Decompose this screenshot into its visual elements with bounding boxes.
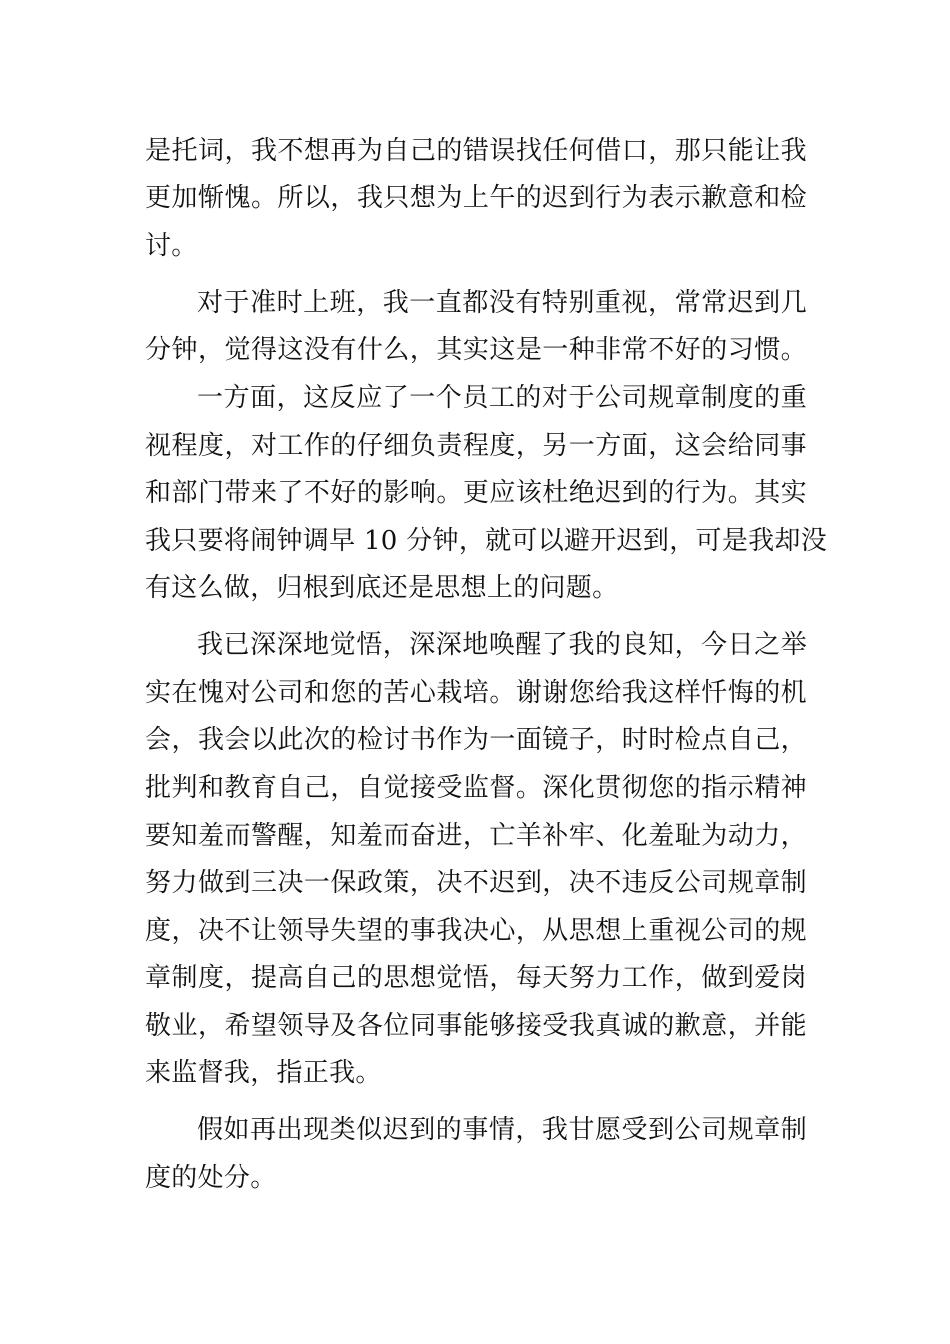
text-line: 讨。 xyxy=(145,231,198,261)
text-line: 假如再出现类似迟到的事情，我甘愿受到公司规章制 xyxy=(197,1115,807,1145)
text-line: 一方面，这反应了一个员工的对于公司规章制度的重 xyxy=(197,383,807,413)
text-line: 会，我会以此次的检讨书作为一面镜子，时时检点自己， xyxy=(145,725,807,755)
text-line: 来监督我，指正我。 xyxy=(145,1058,382,1088)
text-line: 批判和教育自己，自觉接受监督。深化贯彻您的指示精神 xyxy=(145,773,807,803)
text-line: 敬业，希望领导及各位同事能够接受我真诚的歉意，并能 xyxy=(145,1011,807,1041)
text-line: 努力做到三决一保政策，决不迟到，决不违反公司规章制 xyxy=(145,868,807,898)
text-line: 我已深深地觉悟，深深地唤醒了我的良知，今日之举 xyxy=(197,630,807,660)
text-line: 章制度，提高自己的思想觉悟，每天努力工作，做到爱岗 xyxy=(145,963,807,993)
text-line: 对于准时上班，我一直都没有特别重视，常常迟到几 xyxy=(197,288,807,318)
text-line: 度的处分。 xyxy=(145,1163,277,1193)
text-line: 我只要将闹钟调早 10 分钟，就可以避开迟到，可是我却没 xyxy=(145,526,828,556)
text-line: 视程度，对工作的仔细负责程度，另一方面，这会给同事 xyxy=(145,431,807,461)
text-line: 和部门带来了不好的影响。更应该杜绝迟到的行为。其实 xyxy=(145,478,807,508)
text-line: 要知羞而警醒，知羞而奋进，亡羊补牢、化羞耻为动力， xyxy=(145,821,807,851)
text-line: 实在愧对公司和您的苦心栽培。谢谢您给我这样忏悔的机 xyxy=(145,678,807,708)
text-line: 是托词，我不想再为自己的错误找任何借口，那只能让我 xyxy=(145,136,807,166)
text-line: 度，决不让领导失望的事我决心，从思想上重视公司的规 xyxy=(145,916,807,946)
text-line: 有这么做，归根到底还是思想上的问题。 xyxy=(145,573,619,603)
text-line: 分钟，觉得这没有什么，其实这是一种非常不好的习惯。 xyxy=(145,335,807,365)
text-line: 更加惭愧。所以，我只想为上午的迟到行为表示歉意和检 xyxy=(145,183,807,213)
